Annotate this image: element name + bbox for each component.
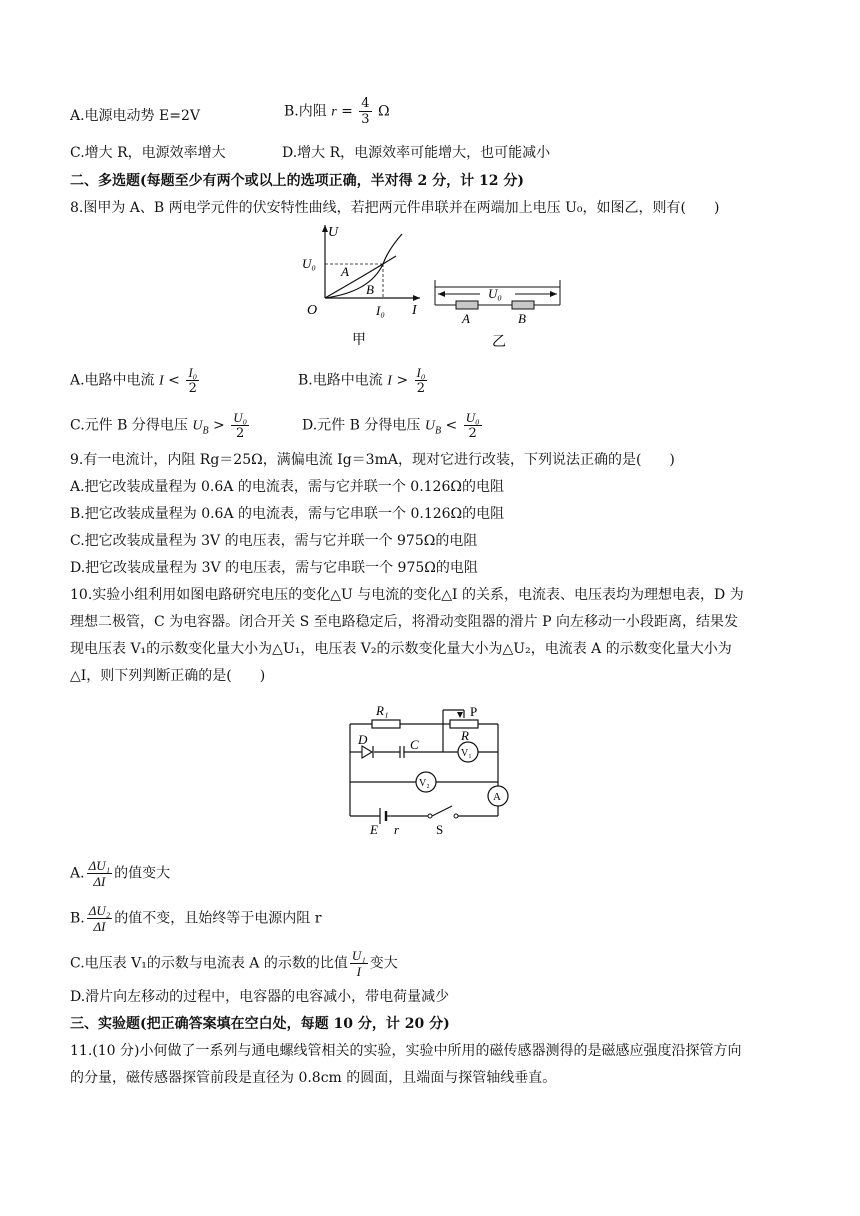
q7-option-c: C.增大 R，电源效率增大 (70, 145, 226, 161)
q7-option-b: B.内阻 r = $\frac{4}{3}$ Ω (284, 96, 390, 127)
q11-stem-line-2: 的分量，磁传感器探管前段是直径为 0.8cm 的圆面，且端面与探管轴线垂直。 (70, 1070, 557, 1086)
q10-option-b: B. $\frac{\text{ΔU₂}}{\Delta I}$ 的值不变，且始终等于电源内阻 r (70, 903, 322, 934)
v1-label: V₁ (461, 748, 472, 759)
q9-option-c: C.把它改装成量程为 3V 的电压表，需与它并联一个 975Ω的电阻 (70, 533, 478, 549)
i0-label: I₀ (376, 303, 385, 318)
q9-stem: 9.有一电流计，内阻 Rg＝25Ω，满偏电流 Ig＝3mA，现对它进行改装，下列说法正确的是( ) (70, 452, 675, 468)
q10-stem-line-3: 现电压表 V₁的示数变化量大小为△U₁，电压表 V₂的示数变化量大小为△U₂，电流表 A 的示数变化量大小为 (70, 641, 732, 657)
section-2-heading: 二、多选题(每题至少有两个或以上的选项正确，半对得 2 分，计 12 分) (70, 173, 524, 189)
q8-option-d: D.元件 B 分得电压 $U_B$ < $\frac{\text{U₀}}{2}$ (302, 410, 480, 441)
q8-option-b: B.电路中电流 I > $\frac{\text{I₀}}{2}$ (298, 365, 426, 396)
ammeter-label: A (493, 791, 501, 803)
q7-option-a: A.电源电动势 E=2V (70, 108, 200, 124)
q7-option-d: D.增大 R，电源效率可能增大，也可能减小 (282, 145, 551, 161)
fig-yi-caption: 乙 (492, 335, 506, 350)
q10-option-c: C.电压表 V₁的示数与电流表 A 的示数的比值 $\frac{\text{U₁}}{I}$ 变大 (70, 948, 398, 979)
q10-stem-line-2: 理想二极管，C 为电容器。闭合开关 S 至电路稳定后，将滑动变阻器的滑片 P 向左移动一小段距离，结果发 (70, 614, 738, 630)
q10-stem-line-1: 10.实验小组利用如图电路研究电压的变化△U 与电流的变化△I 的关系，电流表、电压表均为理想电表，D 为 (70, 587, 744, 603)
q8-option-a: A.电路中电流 I < $\frac{\text{I₀}}{2}$ (70, 365, 198, 396)
q11-stem-line-1: 11.(10 分)小何做了一系列与通电螺线管相关的实验，实验中所用的磁传感器测得的是磁感应强度沿探管方向 (70, 1043, 742, 1059)
q8-option-c: C.元件 B 分得电压 $U_B$ > $\frac{\text{U₀}}{2}$ (70, 410, 248, 441)
element-b-label: B (518, 311, 526, 326)
series-circuit (435, 280, 560, 350)
slider-p-label: P (470, 704, 478, 719)
q8-figures (280, 220, 580, 352)
switch-label: S (436, 822, 444, 837)
fig2-u0-label: U₀ (488, 286, 502, 301)
curve-b-label: B (366, 282, 374, 297)
r1-label: R₁ (376, 703, 389, 718)
q10-stem-line-4: △I，则下列判断正确的是( ) (70, 668, 266, 684)
q9-option-d: D.把它改装成量程为 3V 的电压表，需与它串联一个 975Ω的电阻 (70, 560, 478, 576)
q7-fraction: $\frac{4}{3}$ (361, 96, 370, 127)
q9-option-b: B.把它改装成量程为 0.6A 的电流表，需与它串联一个 0.126Ω的电阻 (70, 506, 505, 522)
iv-curve-graph (302, 225, 420, 348)
element-a-label: A (462, 311, 470, 326)
section-3-heading: 三、实验题(把正确答案填在空白处，每题 10 分，计 20 分) (70, 1016, 450, 1032)
q10-option-d: D.滑片向左移动的过程中，电容器的电容减小，带电荷量减少 (70, 989, 450, 1005)
q10-option-a: A. $\frac{\text{ΔU₁}}{\Delta I}$ 的值变大 (70, 858, 171, 889)
q9-option-a: A.把它改装成量程为 0.6A 的电流表，需与它并联一个 0.126Ω的电阻 (70, 479, 504, 495)
i-axis-label: I (412, 303, 417, 318)
q10-circuit-diagram (340, 698, 520, 838)
origin-label: O (307, 303, 318, 318)
curve-a-label: A (341, 264, 349, 279)
v2-label: V₂ (419, 778, 430, 789)
u0-label: U₀ (302, 256, 316, 271)
curve-b-line (325, 234, 402, 298)
fig-jia-caption: 甲 (352, 333, 366, 348)
diode-label: D (358, 732, 368, 747)
rheostat-label: R (461, 728, 469, 743)
switch-symbol (428, 814, 432, 818)
diode-symbol (362, 746, 372, 758)
u-axis-label: U (328, 225, 339, 240)
curve-a-line (325, 256, 396, 298)
q8-stem: 8.图甲为 A、B 两电学元件的伏安特性曲线，若把两元件串联并在两端加上电压 U₀，如图乙，则有( ) (70, 200, 720, 216)
internal-resistance-label: r (394, 822, 400, 837)
emf-label: E (370, 822, 378, 837)
capacitor-label: C (410, 737, 419, 752)
